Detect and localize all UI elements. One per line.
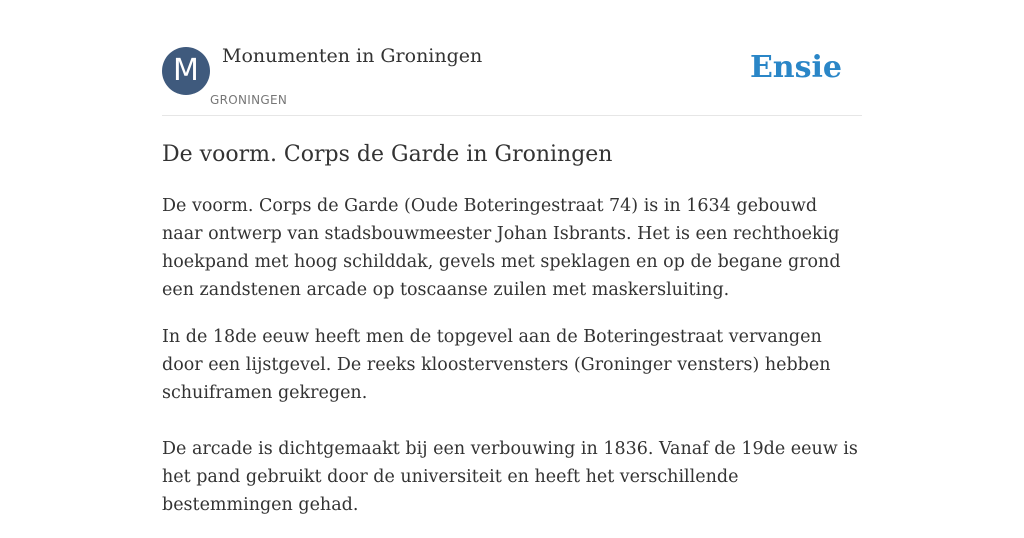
article-paragraph: In de 18de eeuw heeft men de topgevel aan de Boteringestraat vervangen door een lijstgevel. De reeks kloostervensters (Groninger vensters) hebben schuiframen gekregen. (162, 327, 831, 403)
category-link[interactable]: GRONINGEN (210, 93, 288, 107)
brand-logo[interactable]: Ensie (749, 50, 842, 85)
article-title: De voorm. Corps de Garde in Groningen (162, 142, 613, 167)
paragraph-spacer (162, 426, 862, 435)
avatar[interactable]: M (162, 47, 210, 95)
article-body (162, 192, 862, 519)
header (162, 0, 862, 116)
article-paragraph: De voorm. Corps de Garde (Oude Boteringestraat 74) is in 1634 gebouwd naar ontwerp van stadsbouwmeester Johan Isbrants. Het is een rechthoekig hoekpand met hoog schilddak, gevels met speklagen en op de begane grond een zandstenen arcade op toscaanse zuilen met maskersluiting. (162, 196, 841, 300)
site-title-link[interactable]: Monumenten in Groningen (222, 45, 483, 67)
page (162, 0, 862, 538)
article-paragraph: De arcade is dichtgemaakt bij een verbouwing in 1836. Vanaf de 19de eeuw is het pand gebruikt door de universiteit en heeft het verschillende bestemmingen gehad. (162, 439, 858, 515)
